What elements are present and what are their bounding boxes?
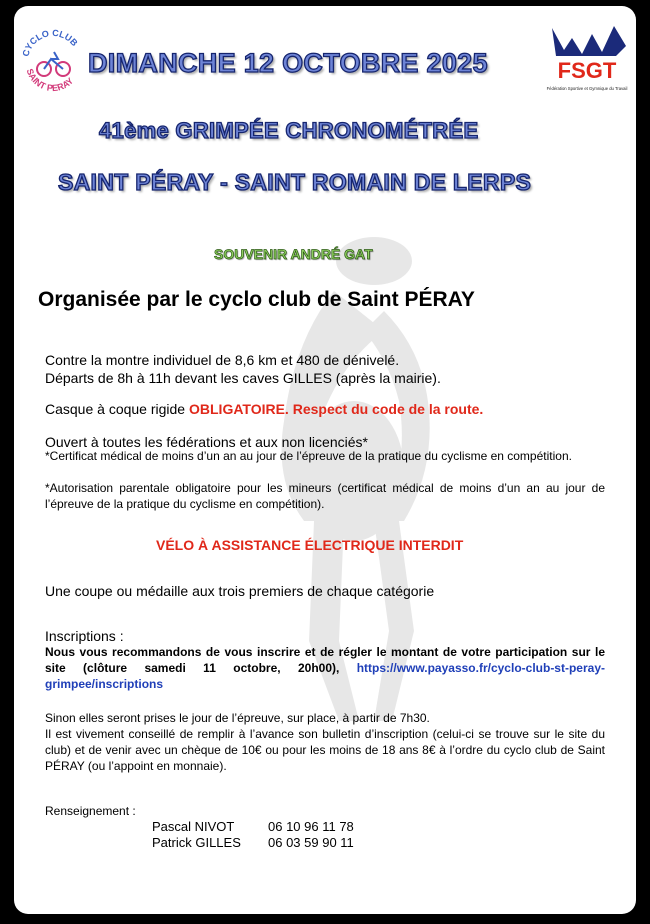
info-title: Renseignement : bbox=[45, 804, 136, 818]
helmet-emphasis: OBLIGATOIRE. Respect du code de la route. bbox=[189, 401, 484, 417]
registration-advice: Il est vivement conseillé de remplir à l’avance son bulletin d’inscription (celui-ci se trouve sur le site du club) et de venir avec un chèque de 10€ ou pour les moins de 18 ans 8€ à l’ordre du cyclo club de Saint PÉRAY (ou l’appoint en monnaie). bbox=[45, 727, 605, 773]
fsgt-acronym: FSGT bbox=[557, 58, 617, 83]
souvenir-subtitle: SOUVENIR ANDRÉ GAT bbox=[214, 246, 373, 262]
cyclo-club-logo-icon bbox=[18, 26, 88, 96]
start-info: Départs de 8h à 11h devant les caves GILLES (après la mairie). bbox=[45, 370, 441, 386]
prizes-info: Une coupe ou médaille aux trois premiers de chaque catégorie bbox=[45, 583, 435, 599]
helmet-rule bbox=[45, 400, 483, 418]
flyer-sheet bbox=[14, 6, 636, 914]
organiser-heading: Organisée par le cyclo club de Saint PÉRAY bbox=[38, 288, 475, 311]
inscriptions-text bbox=[45, 644, 605, 692]
contact-phone: 06 10 96 11 78 bbox=[268, 819, 354, 834]
inscriptions-title: Inscriptions : bbox=[45, 628, 124, 644]
contact-name: Patrick GILLES bbox=[152, 835, 241, 850]
onsite-registration: Sinon elles seront prises le jour de l’épreuve, sur place, à partir de 7h30. bbox=[45, 711, 430, 725]
logo-bottom-text: SAINT PERAY bbox=[24, 67, 76, 94]
open-to-all: Ouvert à toutes les fédérations et aux non licenciés* bbox=[45, 434, 368, 450]
contact-name: Pascal NIVOT bbox=[152, 819, 235, 834]
fsgt-caption: Fédération Sportive et Gymnique du Travail bbox=[546, 86, 628, 91]
event-route: SAINT PÉRAY - SAINT ROMAIN DE LERPS bbox=[58, 169, 532, 195]
fsgt-logo-icon bbox=[542, 20, 632, 100]
contact-phone: 06 03 59 90 11 bbox=[268, 835, 354, 850]
event-edition-title: 41ème GRIMPÉE CHRONOMÉTRÉE bbox=[99, 118, 479, 143]
helmet-prefix: Casque à coque rigide bbox=[45, 401, 189, 417]
inscriptions-sentence: Nous vous recommandons de vous inscrire et de régler le montant de votre participation sur le site (clôture samedi 11 octobre, 20h00), bbox=[45, 645, 605, 675]
vae-banned: VÉLO À ASSISTANCE ÉLECTRIQUE INTERDIT bbox=[156, 537, 464, 553]
parental-note: *Autorisation parentale obligatoire pour les mineurs (certificat médical de moins d’un an au jour de l’épreuve de la pratique du cyclisme en compétition). bbox=[45, 481, 605, 511]
race-format: Contre la montre individuel de 8,6 km et 480 de dénivelé. bbox=[45, 352, 400, 368]
logo-top-text: CYCLO CLUB bbox=[20, 27, 80, 58]
inscriptions-link[interactable]: https://www.payasso.fr/cyclo-club-st-peray-grimpee/inscriptions bbox=[45, 661, 605, 691]
event-date: DIMANCHE 12 OCTOBRE 2025 bbox=[88, 48, 488, 78]
medical-note: *Certificat médical de moins d’un an au jour de l’épreuve de la pratique du cyclisme en compétition. bbox=[45, 449, 572, 463]
svg-text:CYCLO CLUB bbox=[20, 28, 80, 58]
